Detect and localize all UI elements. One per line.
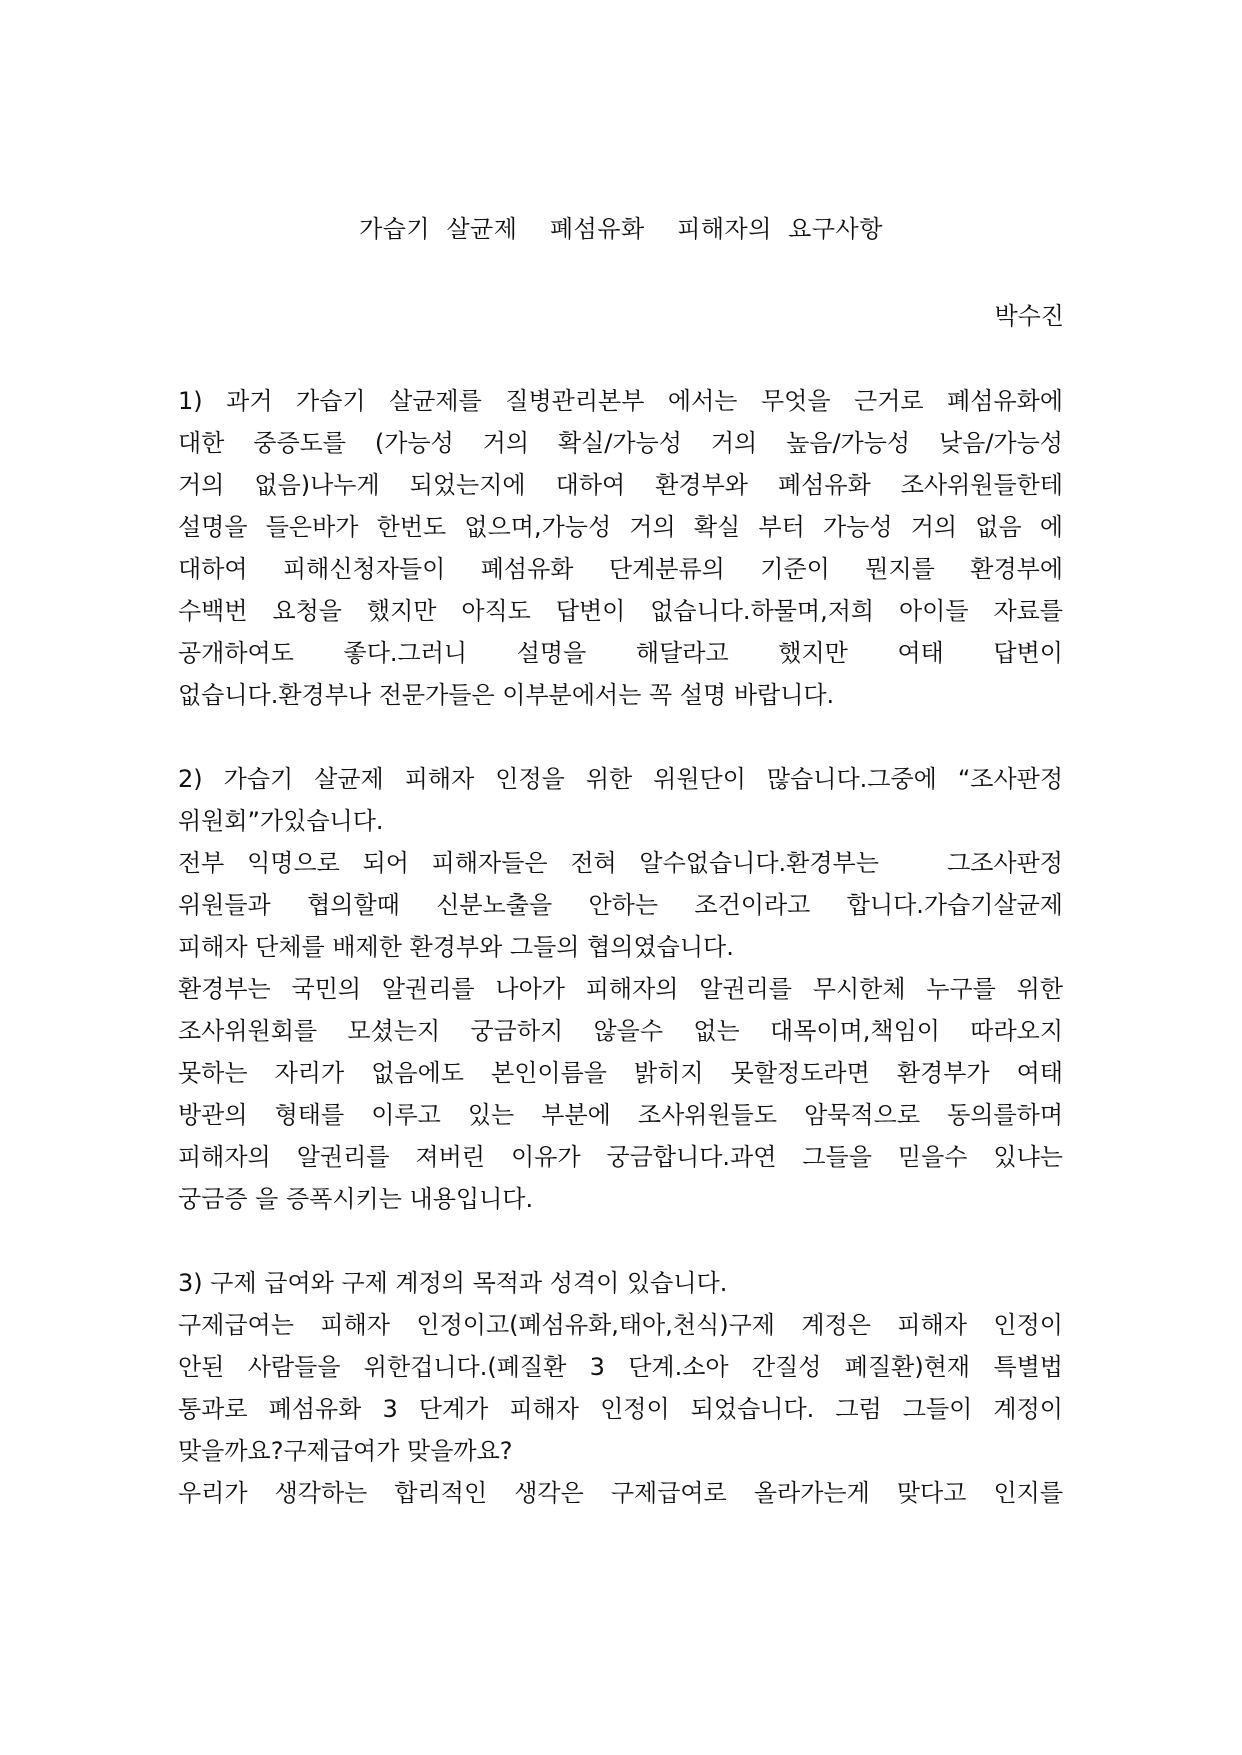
body-line: 공개하여도 좋다.그러니 설명을 해달라고 했지만 여태 답변이 [178,639,1063,667]
body-line: 안된 사람들을 위한겁니다.(폐질환 3 단계.소아 간질성 폐질환)현재 특별법 [178,1353,1063,1381]
body-line: 위원들과 협의할때 신분노출을 안하는 조건이라고 합니다.가습기살균제 [178,891,1063,919]
body-line: 수백번 요청을 했지만 아직도 답변이 없습니다.하물며,저희 아이들 자료를 [178,597,1063,625]
document-title: 가습기 살균제 폐섬유화 피해자의 요구사항 [359,215,883,243]
body-line: 위원회”가있습니다. [178,807,384,835]
body-line: 구제급여는 피해자 인정이고(폐섬유화,태아,천식)구제 계정은 피해자 인정이 [178,1311,1063,1339]
body-line: 대한 중증도를 (가능성 거의 확실/가능성 거의 높음/가능성 낮음/가능성 [178,429,1063,457]
body-line: 우리가 생각하는 합리적인 생각은 구제급여로 올라가는게 맞다고 인지를 [178,1479,1063,1507]
body-line: 피해자 단체를 배제한 환경부와 그들의 협의였습니다. [178,933,734,961]
body-line: 1) 과거 가습기 살균제를 질병관리본부 에서는 무엇을 근거로 폐섬유화에 [178,387,1063,415]
body-line: 궁금증 을 증폭시키는 내용입니다. [178,1185,534,1213]
body-line: 조사위원회를 모셨는지 궁금하지 않을수 없는 대목이며,책임이 따라오지 [178,1017,1063,1045]
body-line: 3) 구제 급여와 구제 계정의 목적과 성격이 있습니다. [178,1269,728,1297]
body-line: 방관의 형태를 이루고 있는 부분에 조사위원들도 암묵적으로 동의를하며 [178,1101,1063,1129]
body-line: 못하는 자리가 없음에도 본인이름을 밝히지 못할정도라면 환경부가 여태 [178,1059,1063,1087]
author-name: 박수진 [994,302,1064,330]
body-line: 2) 가습기 살균제 피해자 인정을 위한 위원단이 많습니다.그중에 “조사판정 [178,765,1063,793]
body-line: 설명을 들은바가 한번도 없으며,가능성 거의 확실 부터 가능성 거의 없음 에 [178,513,1063,541]
body-line: 거의 없음)나누게 되었는지에 대하여 환경부와 폐섬유화 조사위원들한테 [178,471,1063,499]
body-line: 통과로 폐섬유화 3 단계가 피해자 인정이 되었습니다. 그럼 그들이 계정이 [178,1395,1063,1423]
body-line: 전부 익명으로 되어 피해자들은 전혀 알수없습니다.환경부는 그조사판정 [178,849,1063,877]
body-line: 피해자의 알권리를 져버린 이유가 궁금합니다.과연 그들을 믿을수 있냐는 [178,1143,1063,1171]
body-line: 대하여 피해신청자들이 폐섬유화 단계분류의 기준이 뭔지를 환경부에 [178,555,1063,583]
body-line: 환경부는 국민의 알권리를 나아가 피해자의 알권리를 무시한체 누구를 위한 [178,975,1063,1003]
body-line: 맞을까요?구제급여가 맞을까요? [178,1437,513,1465]
body-line: 없습니다.환경부나 전문가들은 이부분에서는 꼭 설명 바랍니다. [178,681,835,709]
